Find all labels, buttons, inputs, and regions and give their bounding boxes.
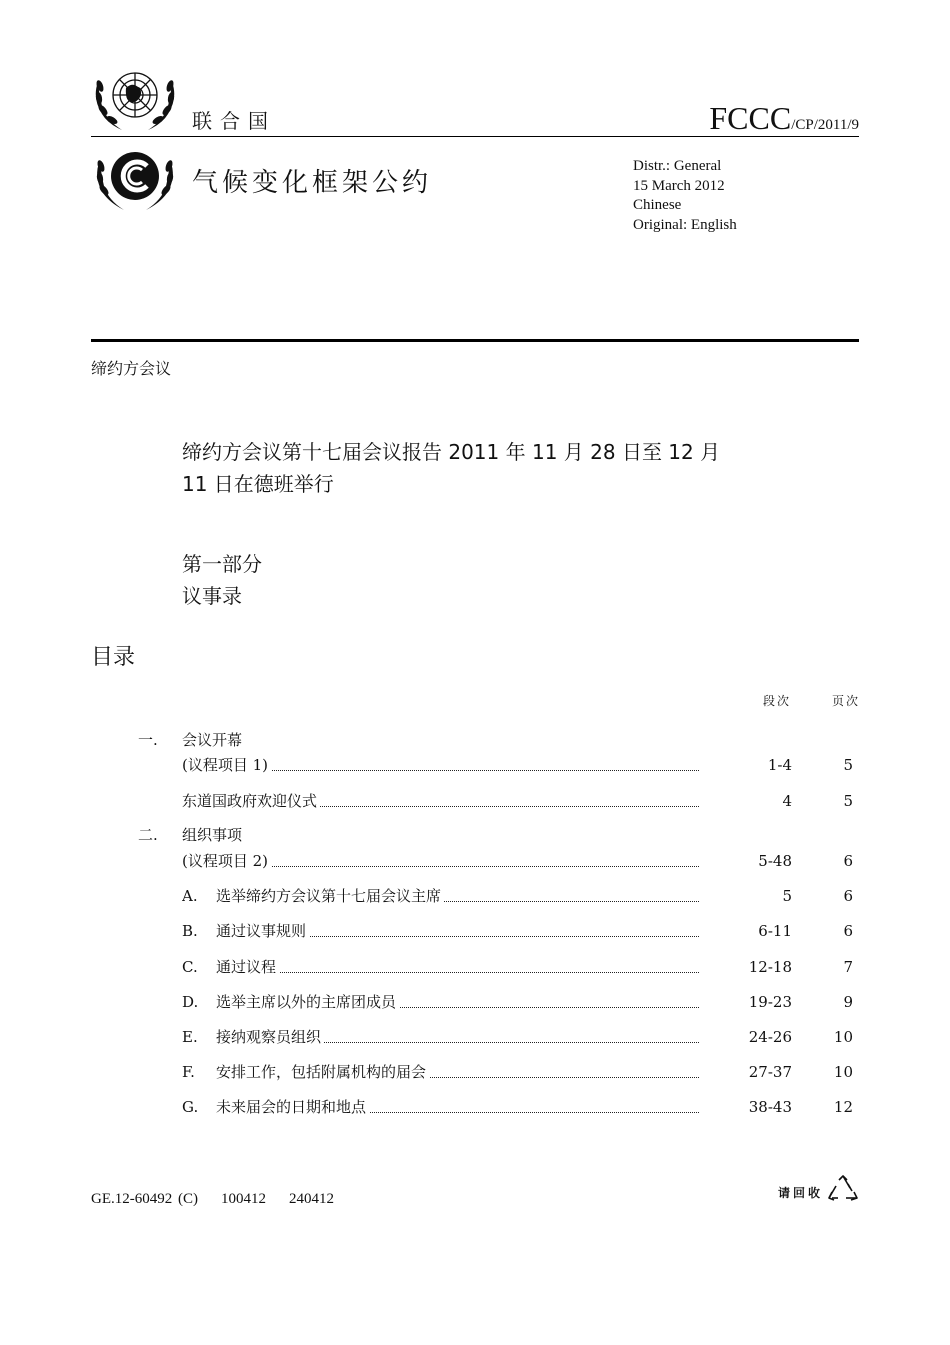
toc-page-number: 5 [843, 756, 853, 774]
toc-page-number: 12 [833, 1098, 853, 1116]
job-number: GE.12-60492 (C) 100412 240412 [91, 1191, 334, 1207]
toc-entry-sub-c[interactable] [182, 957, 699, 977]
toc-paragraph-range: 6-11 [758, 922, 792, 940]
toc-entry-label: 选举主席以外的主席团成员 [216, 993, 397, 1011]
column-header-pages: 页次 [832, 694, 861, 708]
distr-line: Distr.: General [633, 158, 722, 174]
toc-entry-sub-b[interactable] [182, 921, 699, 941]
toc-sub-letter: D. [182, 993, 199, 1011]
toc-page-number: 5 [843, 792, 853, 810]
toc-page-number: 6 [843, 922, 853, 940]
title-line-1: 缔约方会议第十七届会议报告 2011 年 11 月 28 日至 12 月 [182, 440, 721, 464]
toc-sub-letter: C. [182, 958, 198, 976]
toc-paragraph-range: 19-23 [748, 993, 792, 1011]
toc-sub-letter: E. [182, 1028, 198, 1046]
header-rule [91, 136, 859, 137]
column-header-paragraphs: 段次 [763, 694, 792, 708]
toc-paragraph-range: 38-43 [748, 1098, 792, 1116]
title-line-2: 11 日在德班举行 [182, 472, 334, 496]
toc-paragraph-range: 1-4 [767, 756, 792, 774]
recycle-label: 请回收 [778, 1186, 824, 1200]
distribution-block [633, 157, 737, 235]
part-heading [182, 548, 262, 612]
toc-entry-sub-e[interactable] [182, 1027, 699, 1047]
toc-entry-label: 选举缔约方会议第十七届会议主席 [216, 887, 442, 905]
un-name: 联合国 [192, 109, 276, 133]
symbol-sub: /CP/2011/9 [791, 117, 859, 133]
toc-entry-label: 接纳观察员组织 [216, 1028, 322, 1046]
toc-entry-agenda-1[interactable] [182, 755, 699, 775]
toc-page-number: 9 [843, 993, 853, 1011]
toc-paragraph-range: 24-26 [748, 1028, 792, 1046]
toc-entry-agenda-2[interactable] [182, 851, 699, 871]
toc-paragraph-range: 5 [782, 887, 792, 905]
unfccc-emblem-icon [90, 142, 180, 214]
language-line: Chinese [633, 197, 682, 213]
toc-entry-label: (议程项目 1) [182, 756, 271, 774]
toc-page-number: 10 [833, 1028, 853, 1046]
toc-sub-letter: F. [182, 1063, 195, 1081]
symbol-main: FCCC [709, 100, 792, 136]
part-line-2: 议事录 [182, 584, 242, 608]
toc-entry-sub-d[interactable] [182, 992, 699, 1012]
toc-entry-label: 未来届会的日期和地点 [216, 1098, 367, 1116]
toc-paragraph-range: 5-48 [758, 852, 792, 870]
toc-section-title: 组织事项 [182, 826, 243, 844]
toc-entry-label: 安排工作，包括附属机构的届会 [216, 1063, 427, 1081]
header-thick-rule [91, 339, 859, 342]
part-line-1: 第一部分 [182, 552, 262, 576]
toc-entry-sub-f[interactable] [182, 1062, 699, 1082]
report-title [182, 436, 802, 500]
date-line: 15 March 2012 [633, 177, 725, 194]
toc-section-number: 二. [138, 826, 158, 844]
convention-name: 气候变化框架公约 [192, 168, 433, 198]
toc-sub-letter: B. [182, 922, 198, 940]
toc-section-number: 一. [138, 731, 158, 749]
original-line: Original: English [633, 216, 737, 233]
toc-entry-sub-g[interactable] [182, 1097, 699, 1117]
toc-page-number: 10 [833, 1063, 853, 1081]
toc-page-number: 6 [843, 887, 853, 905]
toc-entry-label: (议程项目 2) [182, 852, 271, 870]
toc-entry-ceremony[interactable] [182, 791, 699, 811]
toc-paragraph-range: 4 [782, 792, 792, 810]
toc-page-number: 6 [843, 852, 853, 870]
un-emblem-icon [90, 62, 180, 134]
toc-paragraph-range: 27-37 [748, 1063, 792, 1081]
toc-paragraph-range: 12-18 [748, 958, 792, 976]
toc-sub-letter: A. [182, 887, 198, 905]
recycle-icon [826, 1174, 860, 1206]
toc-sub-letter: G. [182, 1098, 199, 1116]
toc-entry-label: 通过议程 [216, 958, 277, 976]
toc-page-number: 7 [843, 958, 853, 976]
toc-entry-label: 东道国政府欢迎仪式 [182, 792, 320, 810]
toc-entry-label: 通过议事规则 [216, 922, 307, 940]
toc-entry-sub-a[interactable] [182, 886, 699, 906]
toc-heading: 目录 [91, 645, 136, 670]
body-name: 缔约方会议 [91, 359, 172, 378]
toc-section-title: 会议开幕 [182, 731, 243, 749]
